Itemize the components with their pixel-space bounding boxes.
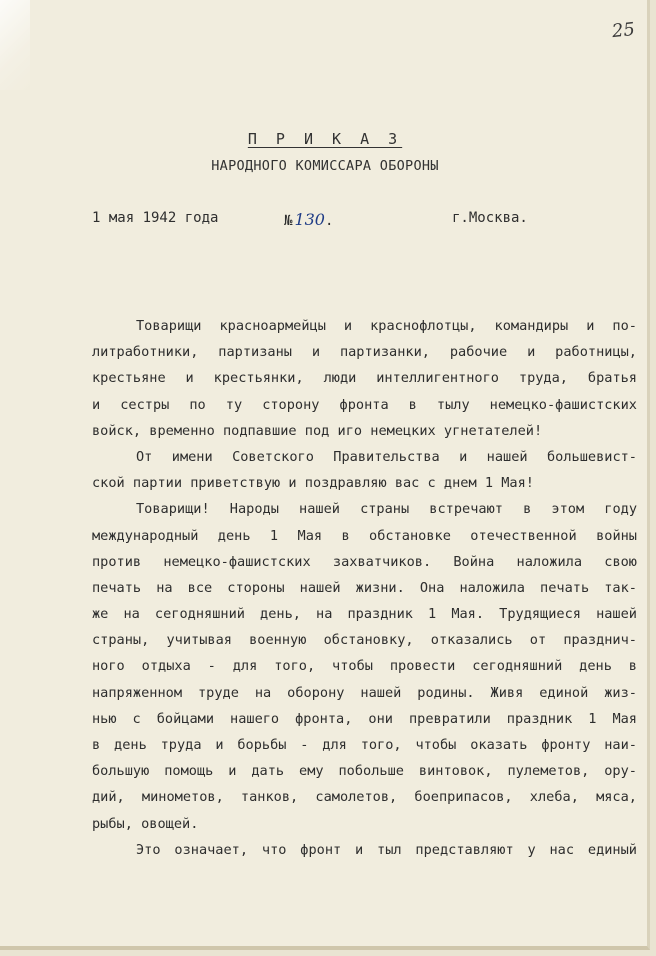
body-line: печать на все стороны нашей жизни. Она наложила печать так-: [92, 579, 637, 596]
body-line: дий, минометов, танков, самолетов, боеприпасов, хлеба, мяса,: [92, 789, 637, 806]
body-line: крестьяне и крестьянки, люди интеллигентного труда, братья: [92, 370, 637, 387]
document-date: 1 мая 1942 года: [92, 210, 219, 226]
body-line: Это означает, что фронт и тыл представляют у нас единый: [136, 841, 637, 858]
document-subtitle: НАРОДНОГО КОМИССАРА ОБОРОНЫ: [211, 158, 439, 174]
body-line: против немецко-фашистских захватчиков. Война наложила свою: [92, 553, 637, 570]
body-line: войск, временно подпавшие под иго немецких угнетателей!: [92, 422, 543, 439]
body-line: нью с бойцами нашего фронта, они превратили праздник 1 Мая: [92, 710, 637, 727]
body-line: и сестры по ту сторону фронта в тылу немецко-фашистских: [92, 396, 637, 413]
body-line: страны, учитывая военную обстановку, отказались от празднич-: [92, 632, 637, 649]
document-number: [284, 210, 333, 229]
paper-fold: [0, 0, 30, 90]
body-line: ской партии приветствую и поздравляю вас с днем 1 Мая!: [92, 475, 534, 492]
number-suffix: .: [324, 213, 334, 229]
body-line: же на сегодняшний день, на праздник 1 Мая. Трудящиеся нашей: [92, 606, 637, 623]
body-line: литработники, партизаны и партизанки, рабочие и работницы,: [92, 344, 637, 361]
body-line: рыбы, овощей.: [92, 815, 199, 832]
document-title-text: П Р И К А З: [247, 130, 403, 148]
body-line: в день труда и борьбы - для того, чтобы оказать фронту наи-: [92, 737, 637, 753]
body-line: большую помощь и дать ему побольше винтовок, пулеметов, ору-: [92, 763, 637, 780]
document-city: г.Москва.: [452, 210, 528, 226]
document-title: [0, 130, 650, 148]
body-line: Товарищи красноармейцы и краснофлотцы, командиры и по-: [136, 318, 637, 334]
body-line: ного отдыха - для того, чтобы провести сегодняшний день в: [92, 658, 637, 675]
body-line: От имени Советского Правительства и нашей большевист-: [136, 448, 637, 465]
body-line: Товарищи! Народы нашей страны встречают в этом году: [136, 501, 637, 518]
body-line: напряженном труде на оборону нашей родины. Живя единой жиз-: [92, 684, 637, 701]
handwritten-number: 130: [294, 210, 325, 229]
body-line: международный день 1 Мая в обстановке отечественной войны: [92, 527, 637, 544]
document-body: [92, 313, 637, 863]
number-prefix: №: [284, 213, 293, 229]
archive-page-number: 25: [610, 18, 636, 43]
